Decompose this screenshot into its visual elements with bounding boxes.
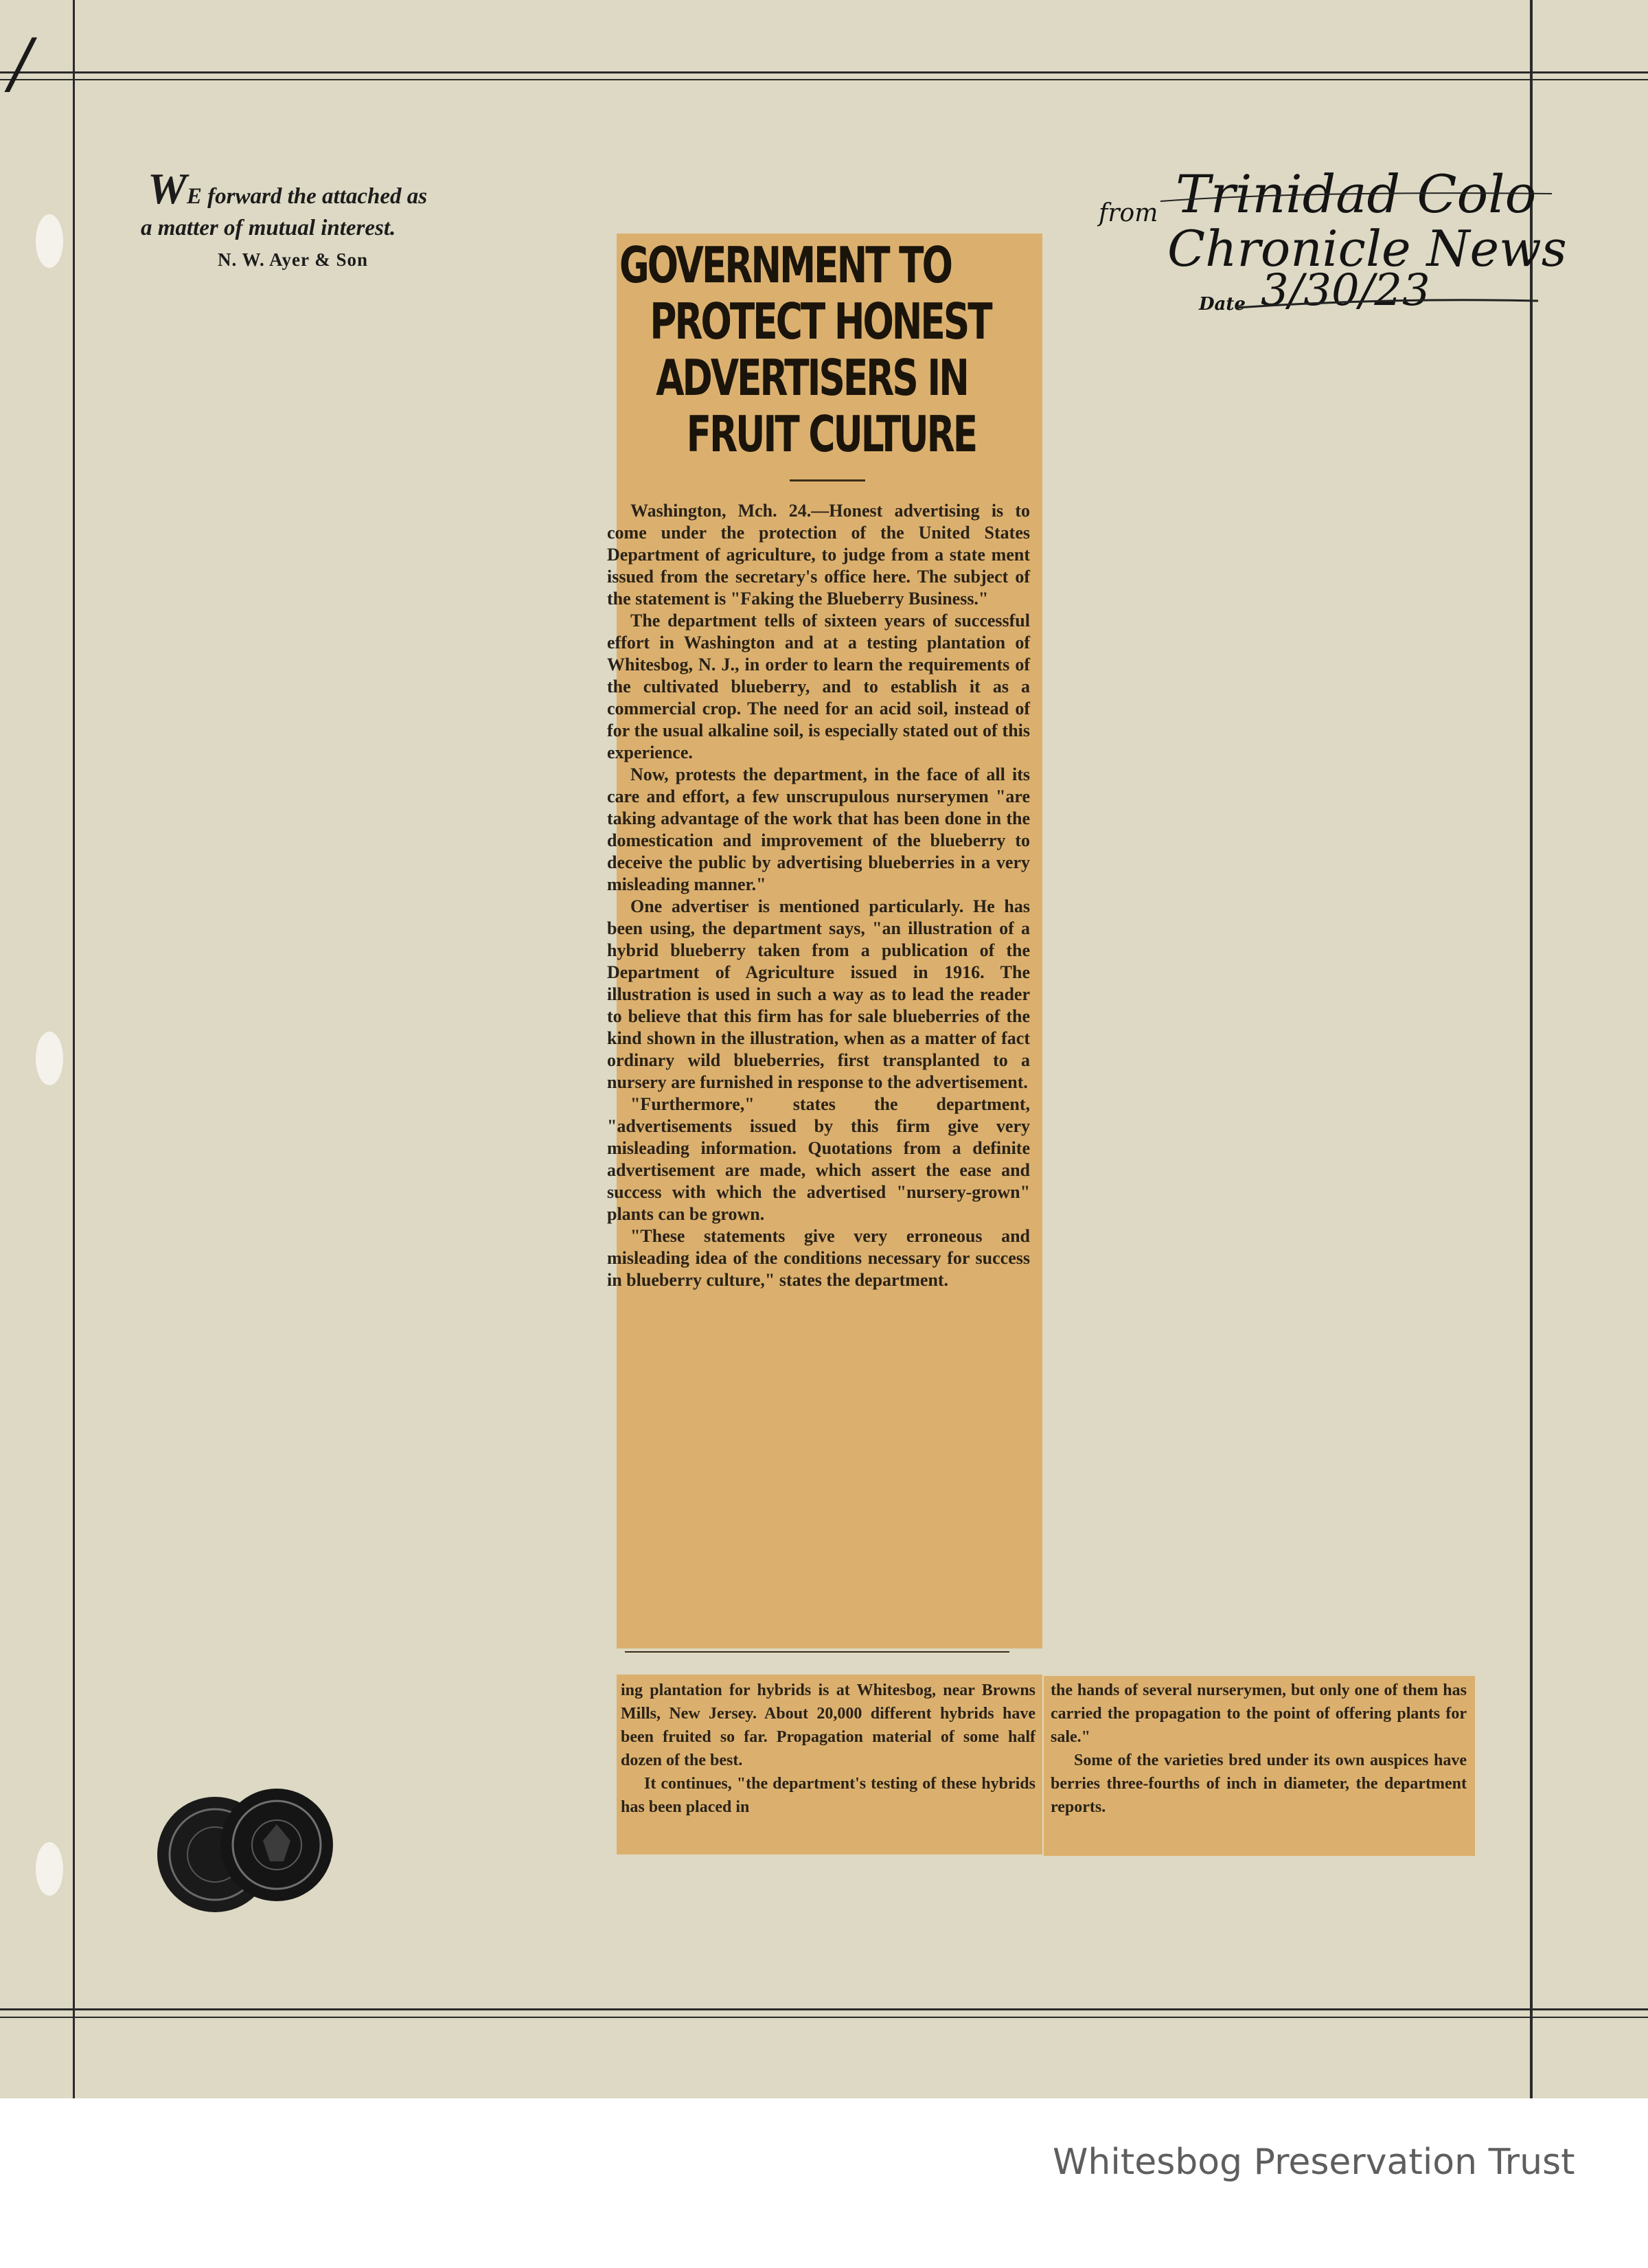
article-paragraph: Now, protests the department, in the face of all its care and effort, a few unscrupulous nurserymen "are taking advantage of the work that has been done in the domestication and improvement of the blueberry to deceive the public by advertising blueberries in a very misleading manner." [607, 764, 1030, 894]
headline-divider [790, 479, 865, 481]
headline-line-1: GOVERNMENT TO [619, 236, 951, 294]
forwarding-note-signature: N. W. Ayer & Son [218, 249, 369, 270]
punch-hole-bottom [36, 1842, 63, 1896]
left-margin-rule [73, 0, 75, 2098]
punch-hole-middle [36, 1032, 63, 1085]
forwarding-note [141, 164, 498, 275]
corner-mark: / [10, 25, 32, 102]
article-body-continued-left [621, 1679, 1035, 1819]
top-rule-secondary [0, 79, 1648, 80]
bottom-rule [0, 2008, 1648, 2010]
article-paragraph: It continues, "the department's testing of these hybrids has been placed in [621, 1775, 1035, 1816]
source-annotation [1099, 163, 1607, 328]
date-label: Date [1199, 294, 1246, 315]
article-paragraph: Washington, Mch. 24.—Honest advertising is to come under the protection of the United States Department of agriculture, to judge from a state ment issued from the secretary's office here. The subject of the statement is "Faking the Blueberry Business." [607, 501, 1030, 609]
headline-line-4: FRUIT CULTURE [686, 405, 976, 463]
embossed-seals [148, 1779, 347, 1923]
bottom-rule-secondary [0, 2017, 1648, 2018]
from-label: from [1099, 199, 1158, 227]
headline-line-2: PROTECT HONEST [650, 293, 991, 350]
article-paragraph: Some of the varieties bred under its own auspices have berries three-fourths of inch in diameter, the department reports. [1051, 1751, 1467, 1816]
forwarding-note-line2: a matter of mutual interest. [141, 216, 396, 240]
date-underline [1099, 163, 1607, 328]
article-body-main [607, 500, 1030, 1291]
article-paragraph: "Furthermore," states the department, "advertisements issued by this firm give very misleading information. Quotations from a definite advertisement are made, which assert the ease and success with which the advertised "nursery-grown" plants can be grown. [607, 1094, 1030, 1224]
top-rule [0, 71, 1648, 73]
source-place: Trinidad Colo [1176, 163, 1537, 225]
forwarding-note-line1 [141, 164, 498, 213]
punch-hole-top [36, 214, 63, 268]
page-credit: Whitesbog Preservation Trust [1053, 2142, 1575, 2183]
article-paragraph: The department tells of sixteen years of successful effort in Washington and at a testing plantation of Whitesbog, N. J., in order to learn the requirements of the cultivated blueberry, and to establish it as a commercial crop. The need for an acid soil, instead of for the usual alkaline soil, is especially stated out of this experience. [607, 611, 1030, 762]
forwarding-note-initial: W [148, 164, 187, 213]
headline-line-3: ADVERTISERS IN [656, 349, 968, 407]
article-paragraph: "These statements give very erroneous and misleading idea of the conditions necessary for success in blueberry culture," states the department. [607, 1226, 1030, 1290]
column-end-rule [625, 1651, 1009, 1653]
source-paper: Chronicle News [1167, 220, 1567, 277]
article-paragraph: One advertiser is mentioned particularly. He has been using, the department says, "an illustration of a hybrid blueberry taken from a publication of the Department of Agriculture issued in 1916. The illustration is used in such a way as to lead the reader to believe that this firm has for sale blueberries of the kind shown in the illustration, when as a matter of fact ordinary wild blueberries, first transplanted to a nursery are furnished in response to the advertisement. [607, 896, 1030, 1092]
article-paragraph: ing plantation for hybrids is at Whitesbog, near Browns Mills, New Jersey. About 20,000 different hybrids have been fruited so far. Propagation material of some half dozen of the best. [621, 1681, 1035, 1769]
forwarding-note-line1-text: E forward the attached as [186, 184, 428, 209]
article-headline [619, 236, 991, 463]
article-body-continued-right [1051, 1679, 1467, 1819]
source-date: 3/30/23 [1261, 265, 1430, 316]
article-paragraph: the hands of several nurserymen, but only one of them has carried the propagation to the point of offering plants for sale." [1051, 1681, 1467, 1746]
